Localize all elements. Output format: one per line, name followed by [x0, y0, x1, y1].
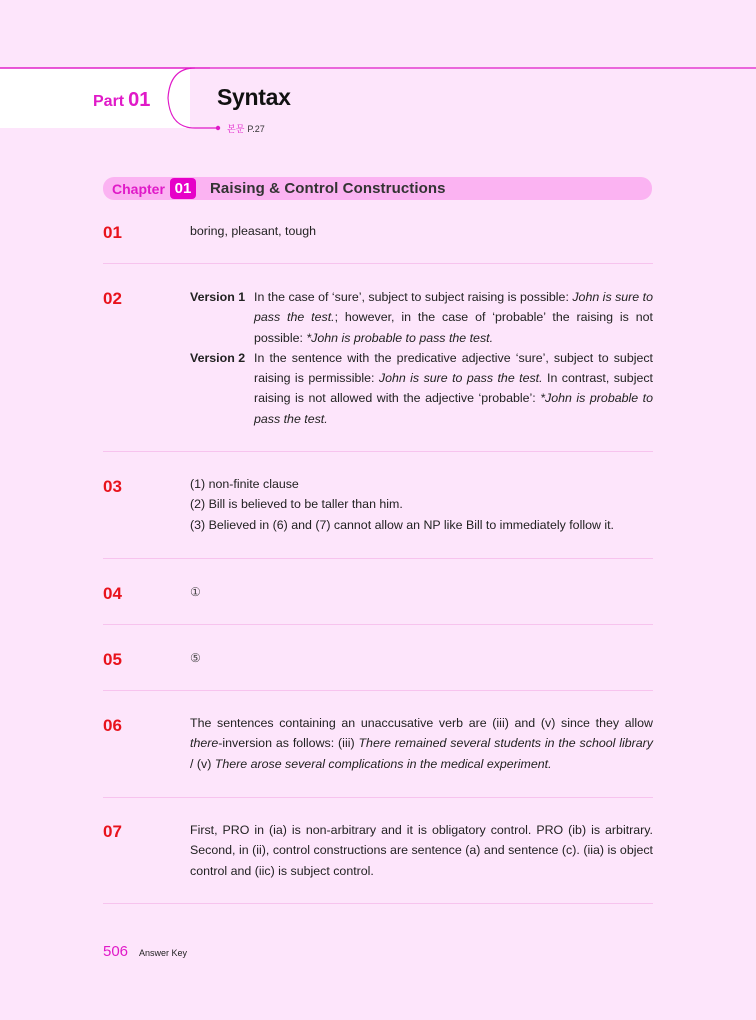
divider — [103, 451, 653, 452]
v2-example-a: John is sure to pass the test. — [378, 371, 543, 386]
answer-06-text-b: -inversion as follows: (iii) — [218, 736, 359, 751]
question-number-04: 04 — [103, 584, 122, 603]
chapter-word: Chapter — [112, 181, 165, 197]
v1-example-a: John is sure to pass the test. — [254, 290, 653, 325]
page-reference-page: P.27 — [247, 124, 265, 134]
part-label — [93, 89, 150, 112]
question-number-06: 06 — [103, 716, 122, 735]
question-number-03: 03 — [103, 477, 122, 496]
v2-text-a: In the sentence with the predicative adjective ‘sure’, subject to subject raising is permissible: — [254, 350, 653, 386]
answer-03-line-1: (1) non-finite clause — [190, 477, 299, 491]
v1-text-a: In the case of ‘sure’, subject to subject raising is possible: — [254, 290, 573, 304]
question-number-02: 02 — [103, 289, 122, 308]
version-2-label: Version 2 — [190, 350, 246, 365]
answer-03-line-2: (2) Bill is believed to be taller than him. — [190, 497, 403, 512]
v2-text-b: In contrast, subject raising is not allowed with the adjective ‘probable’: — [254, 371, 653, 406]
version-1 — [190, 287, 653, 348]
page-reference-korean: 본문 — [227, 124, 245, 134]
answer-07: First, PRO in (ia) is non-arbitrary and it is obligatory control. PRO (ib) is arbitrary. Second, in (ii), control constructions are sentence (a) and sentence (c). (iia) is object control and (iic) is subject control. — [190, 823, 653, 878]
answer-06-there: there — [190, 736, 219, 751]
version-1-label: Version 1 — [190, 290, 246, 304]
chapter-title: Raising & Control Constructions — [210, 180, 446, 197]
answer-06-example-v: There arose several complications in the medical experiment. — [214, 756, 552, 771]
answer-04: ① — [190, 585, 201, 599]
answer-06-text-a: The sentences containing an unaccusative verb are (iii) and (v) since they allow — [190, 716, 653, 730]
answer-02 — [190, 287, 653, 429]
question-number-01: 01 — [103, 223, 122, 242]
version-2-text — [254, 348, 653, 429]
divider — [103, 558, 653, 559]
v1-example-b: *John is probable to pass the test. — [306, 330, 494, 345]
footer-label: Answer Key — [139, 948, 188, 958]
part-word: Part — [93, 93, 125, 110]
answer-01: boring, pleasant, tough — [190, 224, 317, 238]
version-2 — [190, 348, 653, 429]
v2-example-b: *John is probable to pass the test. — [254, 391, 653, 426]
part-number: 01 — [128, 89, 151, 111]
answer-03 — [190, 474, 653, 535]
divider — [103, 624, 653, 625]
divider — [103, 690, 653, 691]
question-number-07: 07 — [103, 822, 122, 841]
question-number-05: 05 — [103, 650, 122, 669]
v1-text-b: ; however, in the case of ‘probable’ the raising is not possible: — [254, 310, 653, 345]
answer-03-line-3: (3) Believed in (6) and (7) cannot allow an NP like Bill to immediately follow it. — [190, 517, 614, 532]
answer-05: ⑤ — [190, 651, 201, 665]
page-title: Syntax — [217, 84, 291, 110]
divider — [103, 263, 653, 264]
answer-06-text-c: / (v) — [190, 756, 215, 771]
page-number: 506 — [103, 943, 129, 960]
chapter-number-badge: 01 — [170, 178, 196, 199]
version-1-text — [254, 287, 653, 348]
answer-06-example-iii: There remained several students in the school library — [358, 736, 654, 751]
answer-06 — [190, 713, 653, 774]
page-reference — [227, 122, 265, 135]
divider — [103, 797, 653, 798]
divider — [103, 903, 653, 904]
